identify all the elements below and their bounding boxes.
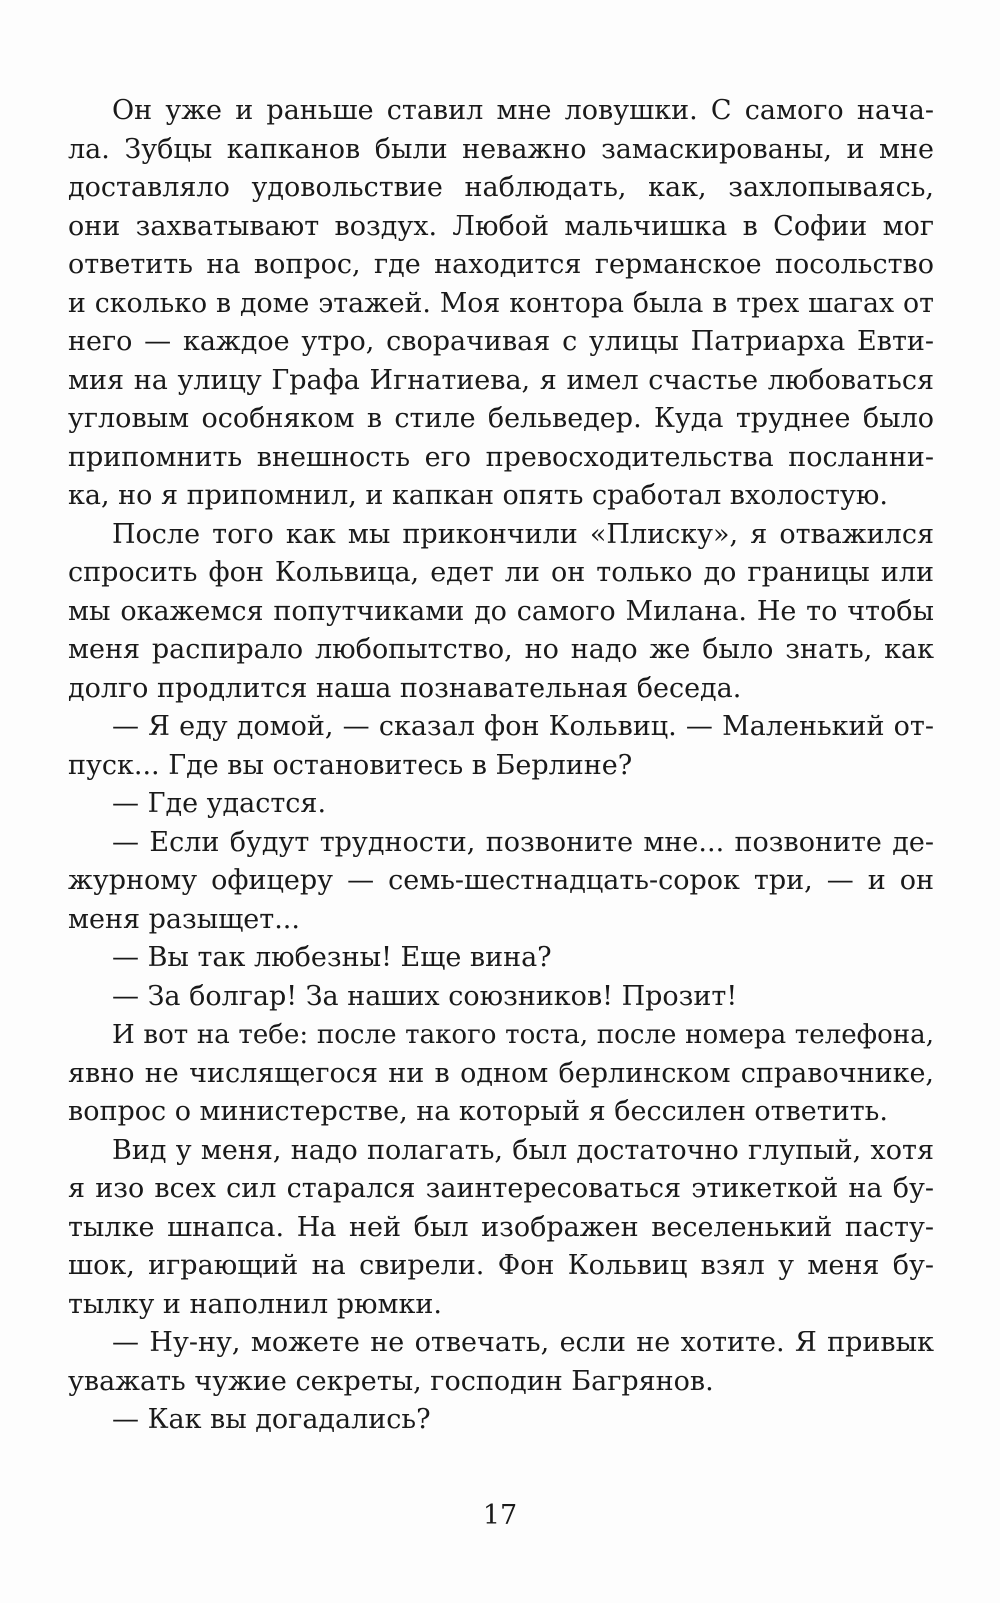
text-line: вопрос о министерстве, на который я бессилен ответить. — [68, 1096, 888, 1127]
text-line: доставляло удовольствие наблюдать, как, захлопываясь, — [68, 172, 934, 203]
text-line: тылке шнапса. На ней был изображен веселенький пасту- — [68, 1211, 934, 1243]
text-line: ка, но я припомнил, и капкан опять сработал вхолостую. — [68, 480, 888, 511]
text-line: — Я еду домой, — сказал фон Кольвиц. — Маленький от- — [112, 711, 934, 742]
text-line: и сколько в доме этажей. Моя контора была в трех шагах от — [68, 287, 934, 319]
text-line: долго продлится наша познавательная беседа. — [68, 672, 742, 704]
text-line: мы окажемся попутчиками до самого Милана. Не то чтобы — [68, 595, 934, 627]
text-line: Вид у меня, надо полагать, был достаточно глупый, хотя — [112, 1134, 934, 1166]
text-line: журному офицеру — семь-шестнадцать-сорок три, — и он — [68, 865, 934, 896]
text-line: — Ну-ну, можете не отвечать, если не хотите. Я привык — [112, 1327, 934, 1358]
text-line: я изо всех сил старался заинтересоваться этикеткой на бу- — [68, 1173, 934, 1204]
text-line: — Где удастся. — [112, 788, 327, 819]
page-number: 17 — [482, 1500, 518, 1531]
text-line: После того как мы прикончили «Плиску», я отважился — [112, 518, 934, 550]
text-line: меня разыщет... — [68, 903, 300, 935]
text-line: спросить фон Кольвица, едет ли он только до границы или — [68, 557, 934, 588]
text-line: мия на улицу Графа Игнатиева, я имел счастье любоваться — [68, 364, 934, 396]
text-line: Он уже и раньше ставил мне ловушки. С самого нача- — [112, 95, 934, 126]
text-line: — Вы так любезны! Еще вина? — [112, 942, 552, 973]
text-line: пуск... Где вы остановитесь в Берлине? — [68, 749, 633, 781]
text-line: припомнить внешность его превосходительства посланни- — [68, 441, 934, 473]
text-line: И вот на тебе: после такого тоста, после номера телефона, — [112, 1020, 934, 1050]
text-line: меня распирало любопытство, но надо же было знать, как — [68, 634, 934, 665]
text-line: — Как вы догадались? — [112, 1404, 431, 1435]
text-line: — Если будут трудности, позвоните мне... позвоните де- — [112, 826, 934, 858]
text-line: уважать чужие секреты, господин Багрянов. — [68, 1365, 714, 1397]
text-line: явно не числящегося ни в одном берлинском справочнике, — [68, 1057, 934, 1089]
text-line: тылку и наполнил рюмки. — [68, 1288, 442, 1320]
text-line: ла. Зубцы капканов были неважно замаскированы, и мне — [68, 133, 934, 165]
text-line: него — каждое утро, сворачивая с улицы Патриарха Евти- — [68, 326, 934, 357]
text-line: ответить на вопрос, где находится германское посольство — [68, 249, 934, 280]
text-line: угловым особняком в стиле бельведер. Куда труднее было — [68, 403, 934, 434]
text-line: шок, играющий на свирели. Фон Кольвиц взял у меня бу- — [68, 1250, 934, 1281]
text-line: они захватывают воздух. Любой мальчишка в Софии мог — [68, 210, 934, 242]
body-text — [68, 92, 934, 1440]
text-line: — За болгар! За наших союзников! Прозит! — [112, 980, 738, 1012]
